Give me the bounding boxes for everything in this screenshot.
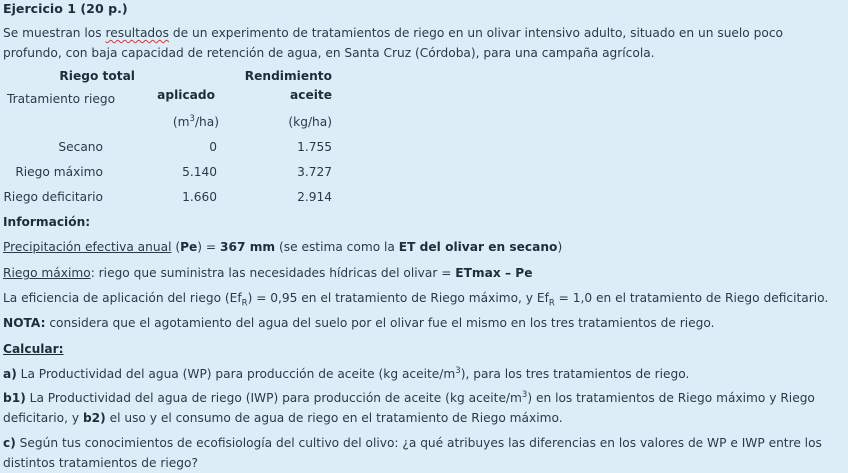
- pe-value: 367 mm: [220, 240, 276, 254]
- nota-label: NOTA:: [3, 316, 46, 330]
- row-name: Riego máximo: [15, 165, 103, 179]
- row-riego-value: 5.140: [182, 165, 217, 179]
- question-b1-label: b1): [3, 391, 26, 405]
- question-c-label: c): [3, 436, 16, 450]
- col-rendimiento-header-2: aceite: [290, 88, 332, 102]
- riego-maximo-label: Riego máximo: [3, 266, 91, 280]
- row-name: Riego deficitario: [3, 190, 103, 204]
- question-a: a) La Productividad del agua (WP) para producción de aceite (kg aceite/$m^3$), para los tres tratamientos de riego.: [3, 365, 690, 381]
- exercise-title: Ejercicio 1 (20 p.): [3, 1, 128, 16]
- calcular-heading: Calcular:: [3, 342, 64, 356]
- col-tratamiento-header: Tratamiento riego: [7, 92, 116, 106]
- question-b: b1) La Productividad del agua de riego (IWP) para producción de aceite (kg aceite/$m^3$) en los tratamientos de Riego máximo y Riego deficitario, y b2) el uso y el consumo de agua de riego en el tratamiento de Riego máximo.: [3, 389, 815, 425]
- pe-line: Precipitación efectiva anual (Pe) = 367 mm (se estima como la ET del olivar en secano): [3, 240, 563, 254]
- intro-paragraph: [3, 23, 841, 63]
- pe-abbr: Pe: [180, 240, 198, 254]
- intro-text-1: Se muestran los: [3, 26, 106, 40]
- info-heading: Información:: [3, 215, 91, 229]
- nota-line: NOTA: considera que el agotamiento del agua del suelo por el olivar fue el mismo en los tres tratamientos de riego.: [3, 316, 715, 330]
- question-c: c) Según tus conocimientos de ecofisiología del cultivo del olivo: ¿a qué atribuyes las diferencias en los valores de WP e IWP entre los distintos tratamientos de riego?: [3, 436, 822, 470]
- riego-maximo-line: Riego máximo: riego que suministra las necesidades hídricas del olivar = ETmax – Pe: [3, 266, 533, 280]
- col-riego-unit: $(m^3/ha)$: [172, 113, 219, 129]
- question-a-label: a): [3, 367, 17, 381]
- row-riego-value: 1.660: [182, 190, 217, 204]
- question-b2-label: b2): [82, 411, 106, 425]
- intro-text-2: de un experimento de tratamientos de riego en un olivar intensivo adulto, situado en un suelo poco profundo, con baja capacidad de retención de agua, en Santa Cruz (Córdoba), para una campaña agrícola.: [3, 26, 783, 60]
- spellcheck-flagged-word[interactable]: resultados: [105, 26, 169, 40]
- row-name: Secano: [58, 140, 103, 154]
- row-riego-value: 0: [209, 140, 217, 154]
- results-table: [0, 64, 345, 214]
- row-rendimiento-value: 2.914: [297, 190, 332, 204]
- col-riego-header-1: Riego total: [59, 69, 135, 83]
- riego-maximo-formula: ETmax – Pe: [455, 266, 533, 280]
- col-rendimiento-header-1: Rendimiento: [244, 69, 332, 83]
- col-rendimiento-unit: (kg/ha): [288, 115, 332, 129]
- row-rendimiento-value: 3.727: [297, 165, 332, 179]
- pe-label: Precipitación efectiva anual: [3, 240, 172, 254]
- col-riego-header-2: aplicado: [157, 88, 215, 102]
- eficiencia-line: La eficiencia de aplicación del riego $(Ef_R) = 0,95$ en el tratamiento de Riego máximo, y $Ef_R = 1,0$ en el tratamiento de Riego deficitario.: [3, 291, 829, 309]
- row-rendimiento-value: 1.755: [297, 140, 332, 154]
- pe-note-bold: ET del olivar en secano: [398, 240, 558, 254]
